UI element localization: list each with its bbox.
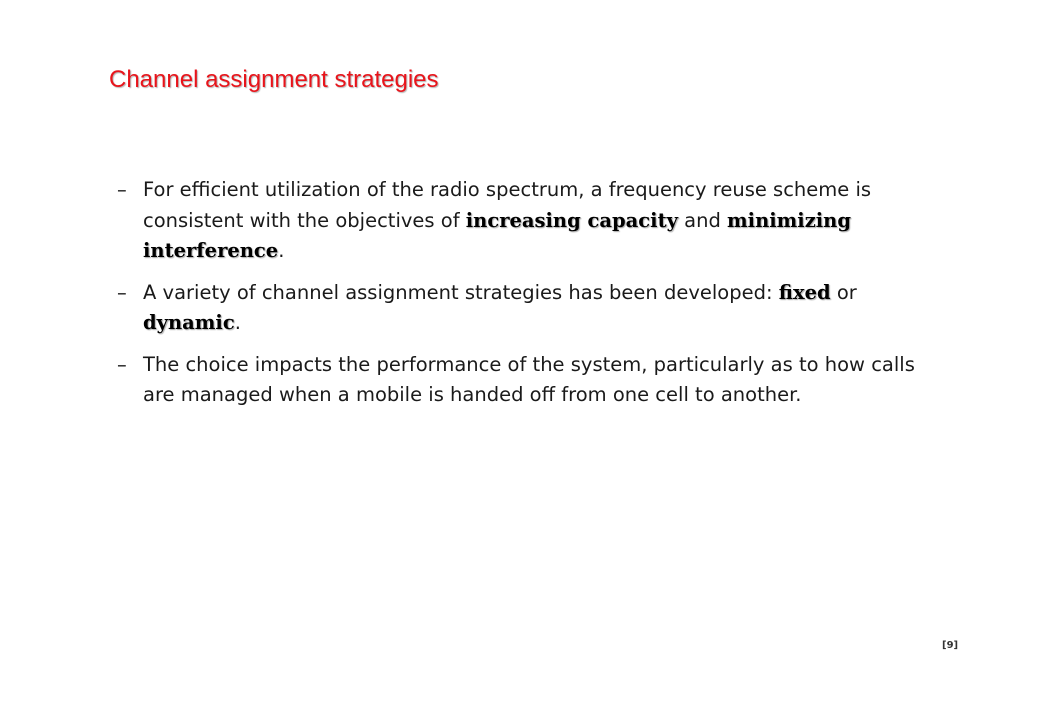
bullet-text: For efficient utilization of the radio spectrum, a frequency reuse scheme is consistent with the objectives of [143, 178, 872, 232]
bullet-item [117, 278, 937, 339]
bullet-item [117, 350, 937, 411]
emphasis-term: fixed [778, 280, 831, 304]
bullet-text: or [830, 280, 857, 304]
bullet-list [117, 175, 937, 422]
bullet-text: . [278, 239, 285, 262]
bullet-text: A variety of channel assignment strategies has been developed: [143, 280, 779, 304]
bullet-item [117, 175, 937, 267]
bullet-text: The choice impacts the performance of the system, particularly as to how calls are managed when a mobile is handed off from one cell to another. [143, 352, 915, 406]
bullet-text: . [234, 311, 241, 334]
emphasis-term: minimizing interference [143, 208, 851, 262]
page-number: [9] [942, 640, 959, 651]
emphasis-term: dynamic [143, 311, 235, 334]
bullet-dash: – [117, 280, 127, 304]
bullet-dash: – [117, 352, 127, 376]
slide-title: Channel assignment strategies [109, 66, 439, 93]
bullet-text: and [677, 208, 728, 232]
emphasis-term: increasing capacity [465, 208, 678, 232]
bullet-dash: – [117, 178, 127, 201]
